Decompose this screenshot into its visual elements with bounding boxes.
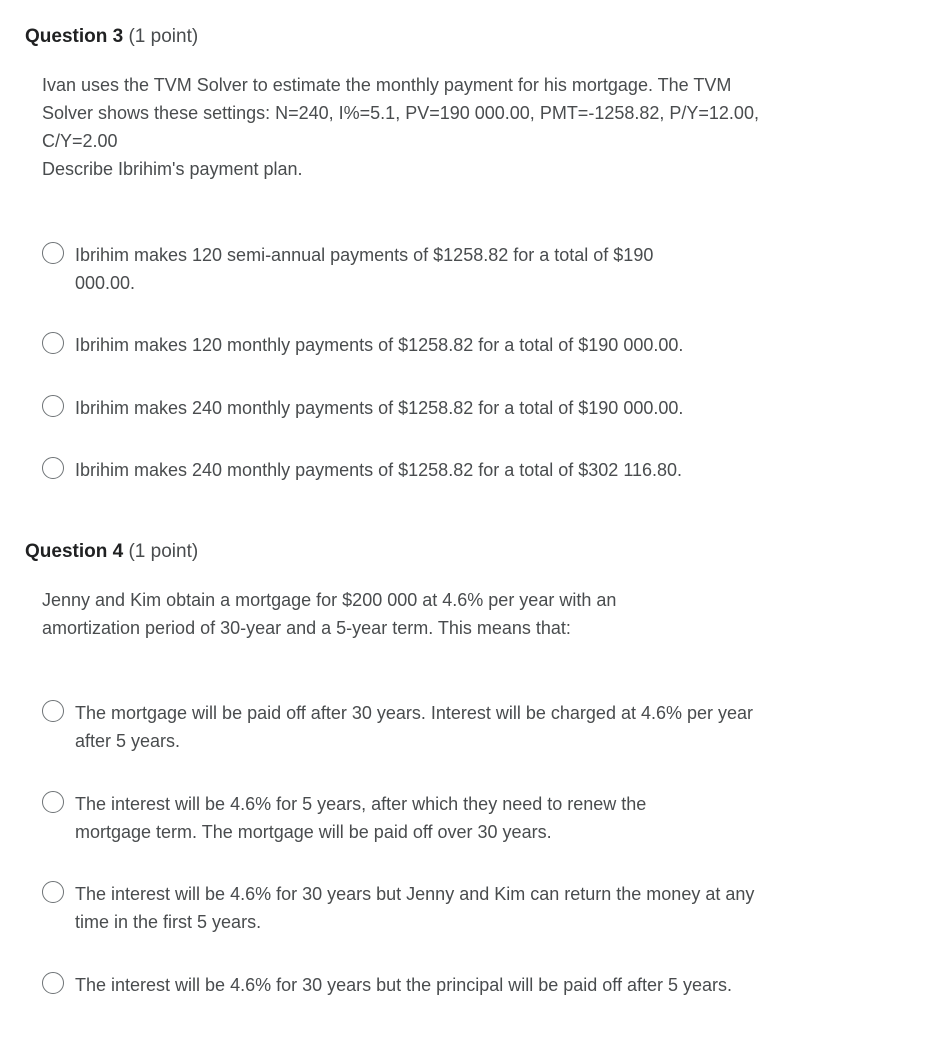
- question-4-title: [25, 540, 198, 564]
- question-3-title: [25, 25, 198, 49]
- option-label: The interest will be 4.6% for 30 years but Jenny and Kim can return the money at any time in the first 5 years.: [75, 884, 755, 932]
- radio-button[interactable]: [42, 881, 64, 903]
- option-label: Ibrihim makes 120 semi-annual payments of $1258.82 for a total of $190 000.00.: [75, 245, 654, 293]
- radio-button[interactable]: [42, 700, 64, 722]
- radio-button[interactable]: [42, 457, 64, 479]
- question-points: (1 point): [128, 26, 199, 47]
- option-label: Ibrihim makes 240 monthly payments of $1258.82 for a total of $302 116.80.: [75, 460, 683, 480]
- option-label: Ibrihim makes 120 monthly payments of $1258.82 for a total of $190 000.00.: [75, 335, 684, 355]
- radio-button[interactable]: [42, 242, 64, 264]
- prompt-paragraph: Jenny and Kim obtain a mortgage for $200 000 at 4.6% per year with an amortization period of 30-year and a 5-year term. This means that:: [42, 590, 617, 638]
- question-3-prompt: [42, 71, 767, 183]
- option-label: Ibrihim makes 240 monthly payments of $1258.82 for a total of $190 000.00.: [75, 398, 684, 418]
- question-number: Question 4: [25, 541, 124, 562]
- question-number: Question 3: [25, 26, 124, 47]
- question-4-prompt: [42, 586, 682, 642]
- radio-button[interactable]: [42, 395, 64, 417]
- option-label: The mortgage will be paid off after 30 years. Interest will be charged at 4.6% per year after 5 years.: [75, 703, 754, 751]
- prompt-paragraph: Describe Ibrihim's payment plan.: [42, 159, 303, 179]
- option-label: The interest will be 4.6% for 5 years, after which they need to renew the mortgage term. The mortgage will be paid off over 30 years.: [75, 794, 647, 842]
- radio-button[interactable]: [42, 791, 64, 813]
- radio-button[interactable]: [42, 332, 64, 354]
- radio-button[interactable]: [42, 972, 64, 994]
- question-points: (1 point): [128, 541, 199, 562]
- option-label: The interest will be 4.6% for 30 years but the principal will be paid off after 5 years.: [75, 975, 733, 995]
- prompt-paragraph: Ivan uses the TVM Solver to estimate the monthly payment for his mortgage. The TVM Solver shows these settings: N=240, I%=5.1, PV=190 000.00, PMT=-1258.82, P/Y=12.00, C/Y=2.00: [42, 75, 759, 151]
